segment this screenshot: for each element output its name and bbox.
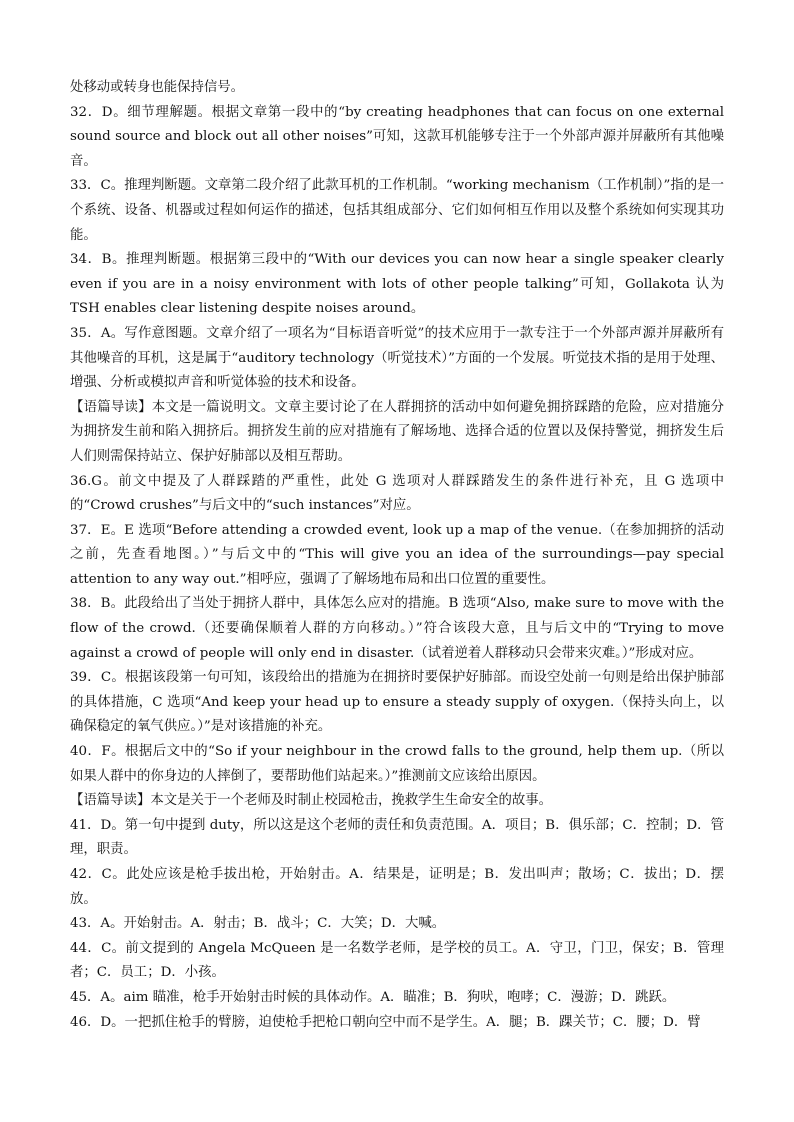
answer-40: 40．F。根据后文中的“So if your neighbour in the crowd falls to the ground, help them up.（所以如果人群中的你身边的人摔倒了，要帮助他们站起来。）”推测前文应该给出原因。 (70, 744, 724, 784)
answer-35: 35．A。写作意图题。文章介绍了一项名为“目标语音听觉”的技术应用于一款专注于一个外部声源并屏蔽所有其他噪音的耳机，这是属于“auditory technology（听觉技术）”方面的一个发展。听觉技术指的是用于处理、增强、分析或模拟声音和听觉体验的技术和设备。 (70, 325, 724, 391)
answer-42: 42．C。此处应该是枪手拔出枪，开始射击。A．结果是，证明是；B．发出叫声；散场；C．拔出；D．摆放。 (70, 867, 724, 907)
answer-43: 43．A。开始射击。A．射击；B．战斗；C．大笑；D．大喊。 (70, 916, 446, 932)
answer-33: 33．C。推理判断题。文章第二段介绍了此款耳机的工作机制。“working mechanism（工作机制）”指的是一个系统、设备、机器或过程如何运作的描述，包括其组成部分、它们如何相互作用以及整个系统如何实现其功能。 (70, 178, 724, 243)
answer-38: 38．B。此段给出了当处于拥挤人群中，具体怎么应对的措施。B 选项“Also, make sure to move with the flow of the crowd.（还要确保顺着人群的方向移动。）”符合该段大意，且与后文中的“Trying to move against a crowd of people will only end in disaster.（试着逆着人群移动只会带来灾难。）”形成对应。 (70, 596, 724, 661)
answer-45: 45．A。aim 瞄准，枪手开始射击时候的具体动作。A．瞄准；B．狗吠，咆哮；C．漫游；D．跳跃。 (70, 989, 676, 1005)
answer-46: 46．D。一把抓住枪手的臂膀，迫使枪手把枪口朝向空中而不是学生。A．腿；B．踝关节；C．腰；D．臂 (70, 1014, 701, 1030)
answer-34: 34．B。推理判断题。根据第三段中的“With our devices you can now hear a single speaker clearly even if you are in a noisy environment with lots of other people talking”可知，Gollakota 认为 TSH enables clear listening despite noises around。 (70, 252, 724, 317)
answer-37: 37．E。E 选项“Before attending a crowded event, look up a map of the venue.（在参加拥挤的活动之前，先查看地图。）”与后文中的“This will give you an idea of the surroundings—pay special attention to any way out.”相呼应，强调了了解场地布局和出口位置的重要性。 (70, 522, 724, 587)
passage-guide-2: 【语篇导读】本文是关于一个老师及时制止校园枪击，挽救学生生命安全的故事。 (70, 793, 553, 809)
answer-36: 36.G。前文中提及了人群踩踏的严重性，此处 G 选项对人群踩踏发生的条件进行补充，且 G 选项中的“Crowd crushes”与后文中的“such instances”对应。 (70, 473, 724, 514)
answer-44: 44．C。前文提到的 Angela McQueen 是一名数学老师，是学校的员工。A．守卫，门卫，保安；B．管理者；C．员工；D．小孩。 (70, 940, 724, 981)
answer-32: 32．D。细节理解题。根据文章第一段中的“by creating headphones that can focus on one external sound source and block out all other noises”可知，这款耳机能够专注于一个外部声源并屏蔽所有其他噪音。 (70, 104, 724, 169)
answer-41: 41．D。第一句中提到 duty，所以这是这个老师的责任和负责范围。A．项目；B．俱乐部；C．控制；D．管理，职责。 (70, 817, 724, 858)
document-page (70, 76, 724, 1035)
paragraph-continuation: 处移动或转身也能保持信号。 (70, 80, 245, 95)
answer-39: 39．C。根据该段第一句可知，该段给出的措施为在拥挤时要保护好肺部。而设空处前一句则是给出保护肺部的具体措施，C 选项“And keep your head up to ensure a steady supply of oxygen.（保持头向上，以确保稳定的氧气供应。）”是对该措施的补充。 (70, 670, 724, 735)
passage-guide-1: 【语篇导读】本文是一篇说明文。文章主要讨论了在人群拥挤的活动中如何避免拥挤踩踏的危险，应对措施分为拥挤发生前和陷入拥挤后。拥挤发生前的应对措施有了解场地、选择合适的位置以及保持警觉，拥挤发生后人们则需保持站立、保护好肺部以及相互帮助。 (70, 399, 724, 464)
